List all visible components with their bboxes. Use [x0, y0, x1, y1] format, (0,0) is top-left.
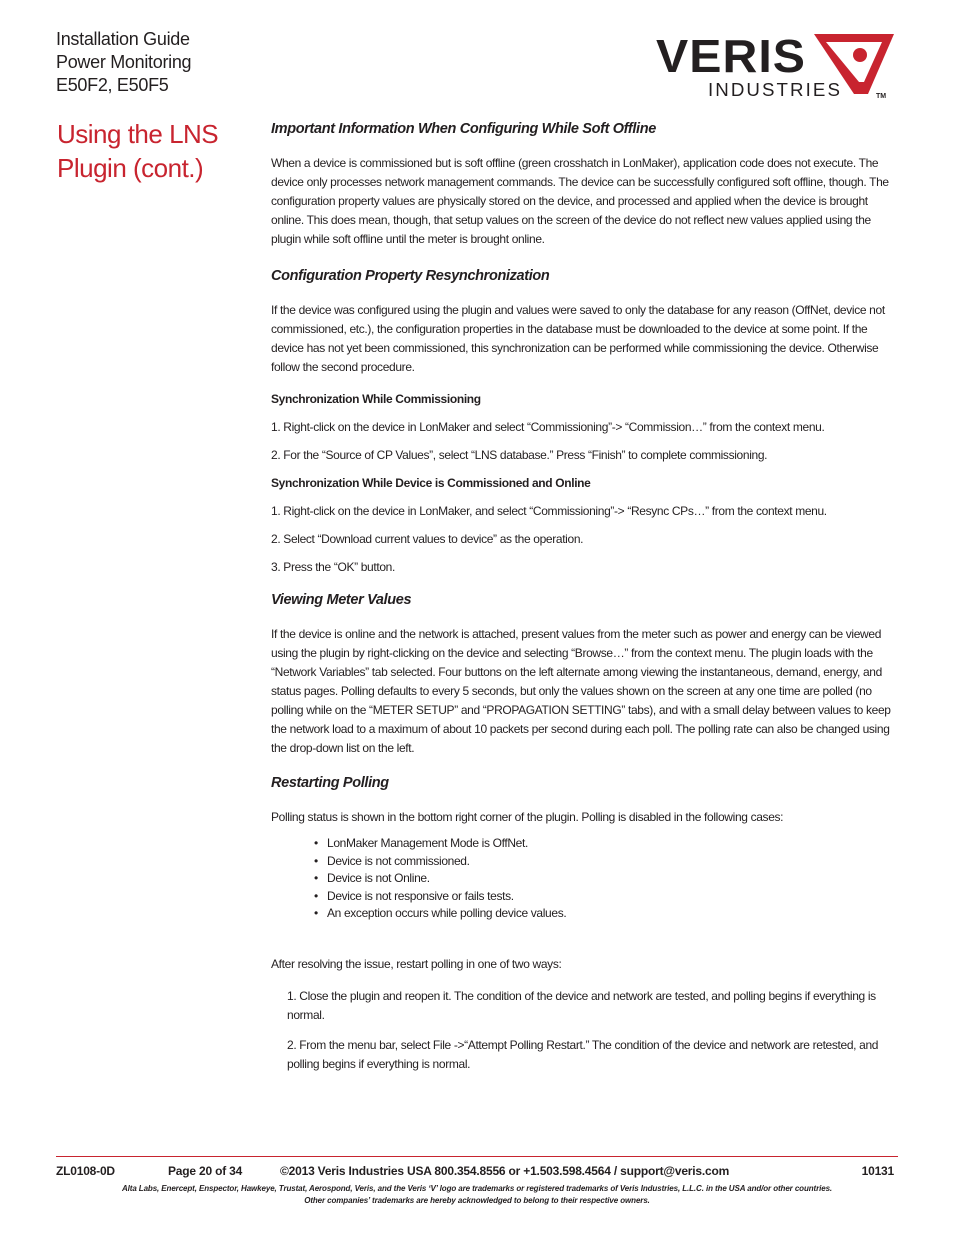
section-title-line2: Plugin (cont.)	[57, 153, 204, 183]
paragraph-polling-after: After resolving the issue, restart polling in one of two ways:	[271, 956, 562, 971]
bullet-glyph: •	[314, 888, 318, 903]
bullet-glyph: •	[314, 871, 318, 885]
footer-legal	[56, 1183, 898, 1207]
veris-logo	[654, 28, 898, 100]
logo-trademark: TM	[876, 93, 887, 100]
step-online-3: 3. Press the “OK” button.	[271, 560, 395, 574]
document-header	[56, 28, 316, 97]
bullet-glyph: •	[314, 906, 318, 920]
list-item: • An exception occurs while polling device values.	[314, 905, 901, 923]
footer-divider	[56, 1156, 898, 1157]
step-commissioning-2: 2. For the “Source of CP Values”, select “LNS database.” Press “Finish” to complete commissioning.	[271, 448, 768, 462]
list-item: • LonMaker Management Mode is OffNet.	[314, 835, 901, 853]
list-item: • Device is not Online.	[314, 870, 901, 888]
heading-sync-while-commissioning: Synchronization While Commissioning	[271, 392, 481, 406]
heading-soft-offline: Important Information When Configuring While Soft Offline	[271, 121, 656, 137]
section-title	[57, 117, 257, 185]
step-restart-1: 1. Close the plugin and reopen it. The condition of the device and network are tested, and polling begins if everything is normal.	[287, 988, 876, 1022]
footer-page-number: Page 20 of 34	[168, 1164, 243, 1178]
footer	[56, 1164, 898, 1182]
footer-code: 10131	[861, 1164, 894, 1178]
step-commissioning-1: 1. Right-click on the device in LonMaker and select “Commissioning”-> “Commission…” from the context menu.	[271, 420, 825, 434]
polling-disabled-list	[271, 835, 901, 923]
main-content	[271, 118, 901, 1083]
list-item: • Device is not commissioned.	[314, 853, 901, 871]
heading-viewing-meter-values: Viewing Meter Values	[271, 592, 412, 608]
footer-legal-others: Other companies’ trademarks are hereby acknowledged to belong to their respective owners.	[304, 1196, 650, 1205]
heading-resync: Configuration Property Resynchronization	[271, 268, 550, 284]
heading-sync-while-online: Synchronization While Device is Commissioned and Online	[271, 476, 591, 490]
list-item: • Device is not responsive or fails tests.	[314, 888, 901, 906]
paragraph-soft-offline: When a device is commissioned but is soft offline (green crosshatch in LonMaker), application code does not execute. The device only processes network management commands. The device can be successfully configured soft offline, though. The configuration property values are physically stored on the device, and processed and applied when the device is brought online. This does mean, though, that setup values on the screen of the device do not reflect new values applied using the plugin while soft offline until the meter is brought online.	[271, 156, 889, 246]
step-online-2: 2. Select “Download current values to device” as the operation.	[271, 532, 584, 546]
bullet-glyph: •	[314, 836, 318, 850]
paragraph-polling-intro: Polling status is shown in the bottom right corner of the plugin. Polling is disabled in the following cases:	[271, 810, 784, 824]
heading-restarting-polling: Restarting Polling	[271, 775, 389, 791]
footer-legal-trademarks: Alta Labs, Enercept, Enspector, Hawkeye, Trustat, Aerospond, Veris, and the Veris ‘V’ logo are trademarks or registered trademarks of Veris Industries, L.L.C. in the USA and/or other countries.	[121, 1184, 833, 1193]
bullet-glyph: •	[314, 853, 318, 868]
section-title-line1: Using the LNS	[57, 119, 219, 149]
header-product-line: Power Monitoring	[56, 52, 192, 72]
step-restart-2: 2. From the menu bar, select File ->“Attempt Polling Restart.” The condition of the device and network are retested, and polling begins if everything is normal.	[287, 1037, 879, 1071]
logo-wordmark: VERIS	[656, 30, 806, 82]
footer-doc-id: ZL0108-0D	[56, 1164, 115, 1178]
header-model: E50F2, E50F5	[56, 75, 169, 95]
paragraph-viewing-meter-values: If the device is online and the network is attached, present values from the meter such as power and energy can be viewed using the plugin by right-clicking on the device and selecting “Browse…” from the context menu. The plugin loads with the “Network Variables” tab selected. Four buttons on the left alternate among viewing the instantaneous, demand, energy, and status pages. Polling defaults to every 5 seconds, but only the values shown on the screen at any one time are polled (no polling while on the “METER SETUP” and “PROPAGATION SETTING” tabs), and with a small delay between values to keep the network load to a maximum of about 10 packets per second during each poll. The polling rate can also be changed using the drop-down list on the left.	[271, 627, 891, 755]
logo-subtitle: INDUSTRIES	[708, 80, 842, 100]
footer-contact: ©2013 Veris Industries USA 800.354.8556 or +1.503.598.4564 / support@veris.com	[280, 1164, 730, 1178]
step-online-1: 1. Right-click on the device in LonMaker, and select “Commissioning”-> “Resync CPs…” from the context menu.	[271, 504, 827, 518]
paragraph-resync: If the device was configured using the plugin and values were saved to only the database for any reason (OffNet, device not commissioned, etc.), the configuration properties in the database must be downloaded to the device at some point. If the device has not yet been commissioned, this synchronization can be performed while commissioning the device. Otherwise follow the second procedure.	[271, 303, 885, 374]
header-doc-type: Installation Guide	[56, 29, 190, 49]
